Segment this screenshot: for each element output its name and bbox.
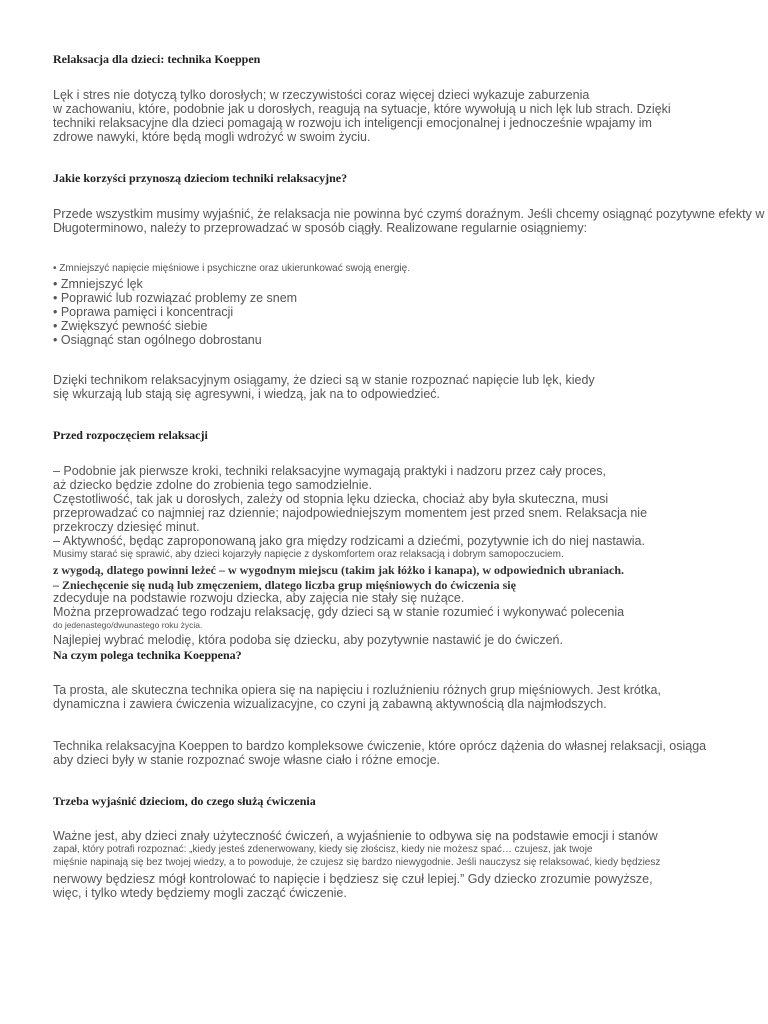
- paragraph-line: zdecyduje na podstawie rozwoju dziecka, aby zajęcia nie stały się nużące.: [53, 591, 465, 605]
- section-heading-technique: Na czym polega technika Koeppena?: [53, 648, 242, 662]
- bullet-item: • Zwiększyć pewność siebie: [53, 319, 208, 333]
- paragraph-line: Częstotliwość, tak jak u dorosłych, zależy od stopnia lęku dziecka, chociaż aby była skuteczna, musi: [53, 492, 609, 506]
- tiny-line: do jedenastego/dwunastego roku życia.: [53, 620, 203, 630]
- paragraph-line: Można przeprowadzać tego rodzaju relaksację, gdy dzieci są w stanie rozumieć i wykonywać polecenia: [53, 605, 625, 619]
- paragraph-line: nerwowy będziesz mógł kontrolować to napięcie i będziesz się czuł lepiej.” Gdy dziecko zrozumie powyższe,: [53, 872, 653, 886]
- paragraph-line: aby dzieci były w stanie rozpoznać swoje własne ciało i różne emocje.: [53, 753, 440, 767]
- paragraph-line: Najlepiej wybrać melodię, która podoba się dziecku, aby pozytywnie nastawić je do ćwiczeń.: [53, 633, 563, 647]
- small-bullet: • Zmniejszyć napięcie mięśniowe i psychiczne oraz ukierunkować swoją energię.: [53, 263, 410, 274]
- paragraph-line: – Aktywność, będąc zaproponowaną jako gra między rodzicami a dziećmi, pozytywnie ich do niej nastawia.: [53, 534, 645, 548]
- intro-line: Lęk i stres nie dotyczą tylko dorosłych; w rzeczywistości coraz więcej dzieci wykazuje zaburzenia: [53, 88, 590, 102]
- paragraph-line: Długoterminowo, należy to przeprowadzać w sposób ciągły. Realizowane regularnie osiągniemy:: [53, 221, 588, 235]
- section-heading-benefits: Jakie korzyści przynoszą dzieciom techniki relaksacyjne?: [53, 171, 348, 185]
- small-line: Musimy starać się sprawić, aby dzieci kojarzyły napięcie z dyskomfortem oraz relaksacją i dobrym samopoczuciem.: [53, 549, 564, 560]
- bold-line: z wygodą, dlatego powinni leżeć – w wygodnym miejscu (takim jak łóżko i kanapa), w odpowiednich ubraniach.: [53, 563, 625, 577]
- paragraph-line: Ta prosta, ale skuteczna technika opiera się na napięciu i rozluźnieniu różnych grup mięśniowych. Jest krótka,: [53, 683, 661, 697]
- bullet-item: • Poprawić lub rozwiązać problemy ze snem: [53, 291, 298, 305]
- bullet-item: • Osiągnąć stan ogólnego dobrostanu: [53, 333, 262, 347]
- paragraph-line: aż dziecko będzie zdolne do zrobienia tego samodzielnie.: [53, 478, 372, 492]
- paragraph-line: przeprowadzać co najmniej raz dziennie; najodpowiedniejszym momentem jest przed snem. Relaksacja nie: [53, 506, 648, 520]
- paragraph-line: Przede wszystkim musimy wyjaśnić, że relaksacja nie powinna być czymś doraźnym. Jeśli chcemy osiągnąć pozytywne efekty w: [53, 207, 765, 221]
- small-line: mięśnie napinają się bez twojej wiedzy, a to powoduje, że czujesz się bardzo niewygodnie. Jeśli nauczysz się relaksować, kiedy będziesz: [53, 857, 661, 868]
- intro-line: w zachowaniu, które, podobnie jak u dorosłych, reagują na sytuacje, które wywołują u nich lęk lub strach. Dzięki: [53, 102, 671, 116]
- small-line: zapał, który potrafi rozpoznać: „kiedy jesteś zdenerwowany, kiedy się złościsz, kiedy nie możesz spać… czujesz, jak twoje: [53, 844, 593, 855]
- section-heading-explain: Trzeba wyjaśnić dzieciom, do czego służą ćwiczenia: [53, 794, 316, 808]
- paragraph-line: więc, i tylko wtedy będziemy mogli zacząć ćwiczenie.: [53, 886, 347, 900]
- document-title: Relaksacja dla dzieci: technika Koeppen: [53, 52, 261, 66]
- paragraph-line: się wkurzają lub stają się agresywni, i wiedzą, jak na to odpowiedzieć.: [53, 387, 440, 401]
- section-heading-before: Przed rozpoczęciem relaksacji: [53, 428, 208, 442]
- bullet-item: • Poprawa pamięci i koncentracji: [53, 305, 234, 319]
- intro-line: zdrowe nawyki, które będą mogli wdrożyć w swoim życiu.: [53, 130, 371, 144]
- paragraph-line: przekroczy dziesięć minut.: [53, 520, 200, 534]
- bullet-item: • Zmniejszyć lęk: [53, 277, 143, 291]
- paragraph-line: – Podobnie jak pierwsze kroki, techniki relaksacyjne wymagają praktyki i nadzoru przez cały proces,: [53, 464, 607, 478]
- paragraph-line: Technika relaksacyjna Koeppen to bardzo kompleksowe ćwiczenie, które oprócz dążenia do własnej relaksacji, osiąga: [53, 739, 707, 753]
- paragraph-line: Dzięki technikom relaksacyjnym osiągamy, że dzieci są w stanie rozpoznać napięcie lub lęk, kiedy: [53, 373, 595, 387]
- paragraph-line: Ważne jest, aby dzieci znały użyteczność ćwiczeń, a wyjaśnienie to odbywa się na podstawie emocji i stanów: [53, 829, 658, 843]
- intro-line: techniki relaksacyjne dla dzieci pomagają w rozwoju ich inteligencji emocjonalnej i jednocześnie wpajamy im: [53, 116, 652, 130]
- paragraph-line: dynamiczna i zawiera ćwiczenia wizualizacyjne, co czyni ją zabawną aktywnością dla najmłodszych.: [53, 697, 607, 711]
- bold-line: – Zniechęcenie się nudą lub zmęczeniem, dlatego liczba grup mięśniowych do ćwiczenia się: [53, 578, 516, 592]
